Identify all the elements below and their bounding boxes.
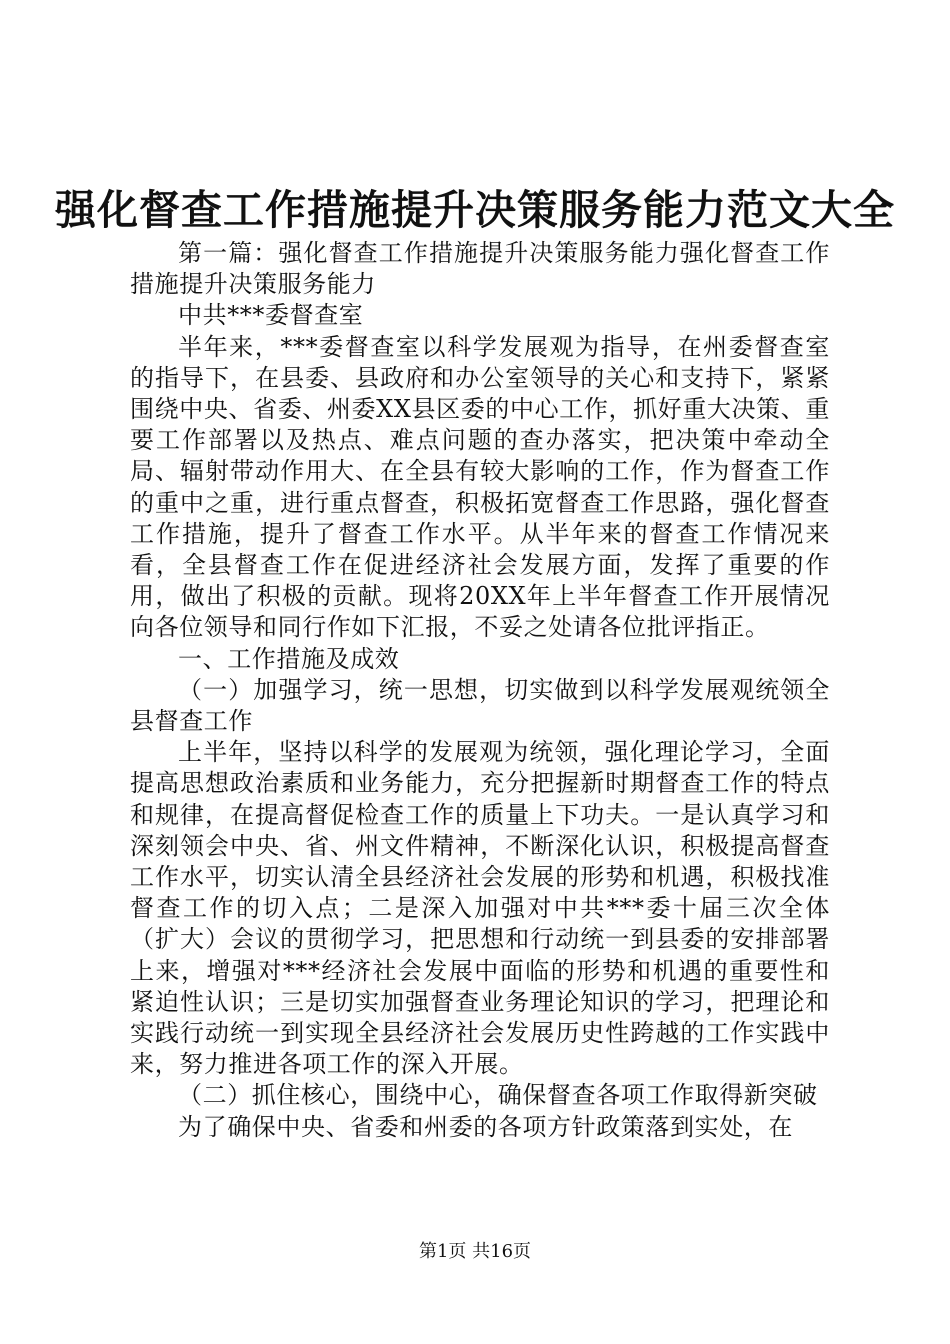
paragraph-body-2: 为了确保中央、省委和州委的各项方针政策落到实处，在 [178,1112,793,1141]
paragraph-section-heading: 第一篇：强化督查工作措施提升决策服务能力强化督查工作措施提升决策服务能力 [130,239,830,299]
paragraph-subheading-1: （一）加强学习，统一思想，切实做到以科学发展观统领全县督查工作 [130,675,830,736]
paragraph-body-1: 上半年，坚持以科学的发展观为统领，强化理论学习，全面提高思想政治素质和业务能力，充分把握新时期督查工作的特点和规律，在提高督促检查工作的质量上下功夫。一是认真学习和深刻领会中央、省、州文件精神，不断深化认识，积极提高督查工作水平，切实认清全县经济社会发展的形势和机遇，积极找准督查工作的切入点；二是深入加强对中共***委十届三次全体（扩大）会议的贯彻学习，把思想和行动统一到县委的安排部署上来，增强对***经济社会发展中面临的形势和机遇的重要性和紧迫性认识；三是切实加强督查业务理论知识的学习，把理论和实践行动统一到实现全县经济社会发展历史性跨越的工作实践中来，努力推进各项工作的深入开展。 [130,738,830,1079]
document-body [130,238,830,1143]
page-footer: 第1页 共16页 [418,1241,532,1262]
paragraph-author: 中共***委督查室 [178,301,364,330]
document-title: 强化督查工作措施提升决策服务能力范文大全 [55,186,895,234]
paragraph-heading-1: 一、工作措施及成效 [178,644,400,673]
paragraph-subheading-2: （二）抓住核心，围绕中心，确保督查各项工作取得新突破 [178,1081,818,1110]
paragraph-intro: 半年来，***委督查室以科学发展观为指导，在州委督查室的指导下，在县委、县政府和办公室领导的关心和支持下，紧紧围绕中央、省委、州委XX县区委的中心工作，抓好重大决策、重要工作部署以及热点、难点问题的查办落实，把决策中牵动全局、辐射带动作用大、在全县有较大影响的工作，作为督查工作的重中之重，进行重点督查，积极拓宽督查工作思路，强化督查工作措施，提升了督查工作水平。从半年来的督查工作情况来看，全县督查工作在促进经济社会发展方面，发挥了重要的作用，做出了积极的贡献。现将20XX年上半年督查工作开展情况向各位领导和同行作如下汇报，不妥之处请各位批评指正。 [130,332,830,642]
